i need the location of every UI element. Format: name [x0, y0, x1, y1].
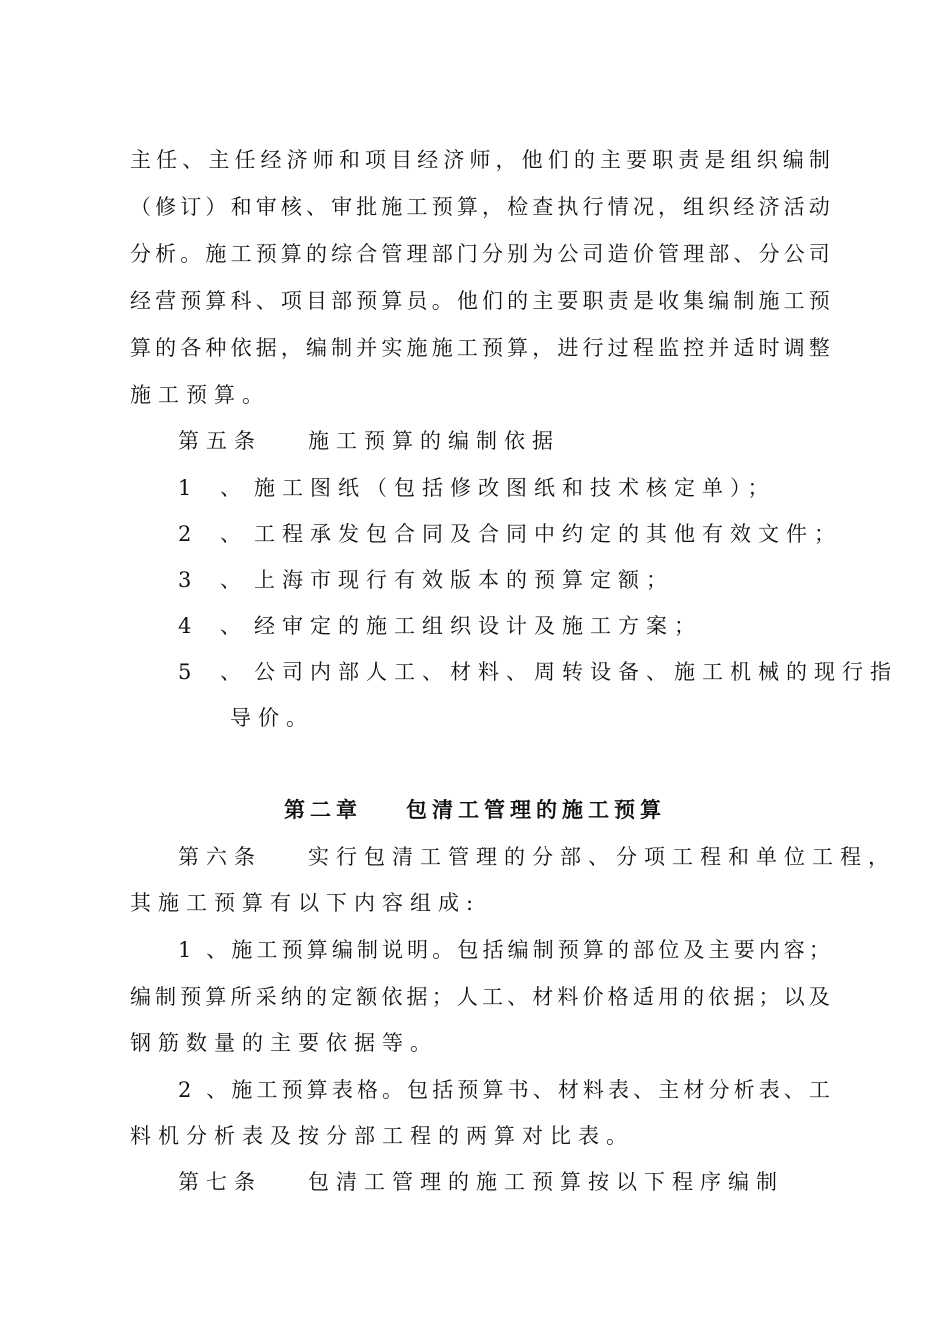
text-char: 情	[607, 195, 629, 219]
text-char: 是	[632, 289, 654, 313]
text-char: ；	[758, 985, 780, 1009]
text-char: 工	[481, 985, 503, 1009]
text-char: 公	[557, 242, 579, 266]
item-separator: 、	[220, 476, 248, 500]
list-item	[178, 519, 878, 549]
text-char: 定	[331, 985, 353, 1009]
text-char: 动	[808, 195, 830, 219]
text-char: 据	[733, 985, 755, 1009]
text-char: 工	[783, 289, 805, 313]
text-char: 责	[678, 148, 700, 172]
text-char: 综	[331, 242, 353, 266]
text-char: 经	[733, 195, 755, 219]
text-char: 济	[758, 195, 780, 219]
text-char: 工	[808, 1078, 830, 1102]
text-char: 编	[782, 148, 804, 172]
text-char: 过	[607, 336, 629, 360]
text-char: 、	[305, 195, 327, 219]
text-char: 经	[130, 289, 151, 313]
text-char: 的	[305, 242, 327, 266]
article-label: 第六条	[178, 845, 262, 869]
text-char: 预	[457, 1078, 479, 1102]
text-char: 内	[758, 938, 780, 962]
text-char: 们	[481, 289, 503, 313]
text-char: 算	[130, 336, 151, 360]
text-char: 造	[607, 242, 629, 266]
text-char: 分	[758, 242, 780, 266]
text-char: 据	[406, 985, 428, 1009]
text-char: 包	[457, 938, 479, 962]
paragraph-line	[130, 192, 830, 222]
text-char: 算	[306, 938, 328, 962]
text-char: 的	[608, 938, 630, 962]
text-char: 价	[632, 242, 654, 266]
text-char: 员	[406, 289, 428, 313]
text-char: 核	[280, 195, 302, 219]
text-char: 的	[305, 985, 327, 1009]
text-char: 控	[683, 336, 705, 360]
text-char: ，	[532, 336, 554, 360]
text-char: 制	[331, 336, 353, 360]
text-char	[195, 1075, 202, 1105]
text-char: 主	[708, 938, 730, 962]
text-char: 算	[582, 938, 604, 962]
text-char: 。	[432, 938, 454, 962]
text-char: 预	[281, 938, 303, 962]
text-char: 预	[356, 289, 378, 313]
text-char: 预	[180, 985, 202, 1009]
paragraph-line	[130, 286, 830, 316]
chapter-label: 第二章	[284, 797, 362, 822]
text-char: 收	[657, 289, 679, 313]
text-char: 料	[557, 985, 579, 1009]
text-char: 析	[733, 1078, 755, 1102]
text-char: 价	[582, 985, 604, 1009]
text-char: 表	[608, 1078, 630, 1102]
text-char: 理	[683, 242, 705, 266]
text-char: 织	[756, 148, 778, 172]
text-char: 项	[364, 148, 386, 172]
text-char: 2	[178, 1078, 192, 1102]
text-char: 为	[532, 242, 554, 266]
text-char: 工	[456, 336, 478, 360]
item-number: 2	[178, 522, 199, 546]
article-title: 包清工管理的施工预算按以下程序编制	[308, 1170, 784, 1194]
text-char: 实	[381, 336, 403, 360]
text-char: 算	[205, 289, 227, 313]
text-char: 的	[155, 336, 177, 360]
text-char: 组	[730, 148, 752, 172]
text-char: 以	[783, 985, 805, 1009]
item-number: 4	[178, 614, 199, 638]
text-char: 表	[331, 1078, 353, 1102]
chapter-heading	[0, 795, 950, 825]
text-char: 的	[683, 985, 705, 1009]
text-char: 织	[708, 195, 730, 219]
text-char: ，	[495, 148, 517, 172]
text-char: 料	[582, 1078, 604, 1102]
text-char: 部	[708, 242, 730, 266]
text-char: 组	[683, 195, 705, 219]
text-char: 、	[206, 938, 228, 962]
text-char: 工	[230, 242, 252, 266]
text-char: 施	[406, 336, 428, 360]
text-char: 职	[652, 148, 674, 172]
item-text: 工程承发包合同及合同中约定的其他有效文件；	[254, 522, 842, 546]
text-char: 科	[230, 289, 252, 313]
text-char: 括	[432, 1078, 454, 1102]
article-text: 实行包清工管理的分部、分项工程和单位工程，	[308, 845, 896, 869]
text-char: 审	[255, 195, 277, 219]
text-char: 材	[532, 985, 554, 1009]
text-char: 师	[312, 148, 334, 172]
article-heading	[178, 842, 896, 872]
text-char: 依	[381, 985, 403, 1009]
text-char: 预	[808, 289, 830, 313]
text-char: 格	[607, 985, 629, 1009]
text-char: 管	[381, 242, 403, 266]
text-char: 编	[305, 336, 327, 360]
article-title: 施工预算的编制依据	[308, 429, 560, 453]
article-label: 第七条	[178, 1170, 262, 1194]
text-char: 材	[683, 1078, 705, 1102]
text-char: 各	[180, 336, 202, 360]
text-char: 任	[156, 148, 178, 172]
text-char: 编	[708, 289, 730, 313]
text-char: 师	[469, 148, 491, 172]
text-char: 、	[532, 1078, 554, 1102]
text-char: 行	[582, 195, 604, 219]
text-char: 分	[130, 242, 151, 266]
text-char: 主	[658, 1078, 680, 1102]
text-char: 依	[230, 336, 252, 360]
text-char: 包	[407, 1078, 429, 1102]
text-char: 表	[758, 1078, 780, 1102]
text-char: 、	[733, 242, 755, 266]
text-char: 依	[708, 985, 730, 1009]
list-item	[178, 657, 898, 687]
text-char: ，	[481, 195, 503, 219]
paragraph-line: 施工预算。	[130, 383, 270, 407]
item-text: 施工图纸（包括修改图纸和技术核定单）；	[254, 476, 776, 500]
text-char: 及	[808, 985, 830, 1009]
text-char: 监	[657, 336, 679, 360]
text-char: 用	[657, 985, 679, 1009]
text-char: 目	[305, 289, 327, 313]
text-char: 检	[507, 195, 529, 219]
text-char: 预	[255, 242, 277, 266]
text-char: 编	[130, 985, 151, 1009]
text-char: 括	[482, 938, 504, 962]
text-char: 算	[381, 289, 403, 313]
text-char: 纳	[280, 985, 302, 1009]
text-char: 所	[230, 985, 252, 1009]
text-char: 司	[808, 242, 830, 266]
text-char: 预	[281, 1078, 303, 1102]
text-char: 部	[633, 938, 655, 962]
text-char: 额	[356, 985, 378, 1009]
text-char: 及	[683, 938, 705, 962]
paragraph-line	[178, 1075, 830, 1105]
text-char: 1	[178, 938, 192, 962]
text-char: 制	[808, 148, 830, 172]
chapter-title: 包清工管理的施工预算	[406, 797, 666, 822]
item-number: 5	[178, 660, 199, 684]
text-char: 主	[599, 148, 621, 172]
text-char: 工	[406, 195, 428, 219]
item-text: 上海市现行有效版本的预算定额；	[254, 568, 674, 592]
text-char: 别	[507, 242, 529, 266]
text-char: 算	[306, 1078, 328, 1102]
text-char: 说	[382, 938, 404, 962]
text-char: 们	[547, 148, 569, 172]
text-char: 要	[626, 148, 648, 172]
text-char: 批	[356, 195, 378, 219]
text-char: 是	[704, 148, 726, 172]
text-char: 采	[255, 985, 277, 1009]
text-char: 职	[582, 289, 604, 313]
text-char: 况	[632, 195, 654, 219]
list-item	[178, 473, 878, 503]
item-text: 经审定的施工组织设计及施工方案；	[254, 614, 702, 638]
text-char: 算	[482, 1078, 504, 1102]
text-char: 责	[607, 289, 629, 313]
text-char: 营	[155, 289, 177, 313]
text-char: ；	[808, 938, 830, 962]
text-char: 门	[456, 242, 478, 266]
text-char	[195, 935, 202, 965]
text-char: 执	[557, 195, 579, 219]
text-char: 他	[521, 148, 543, 172]
paragraph-line	[130, 145, 830, 175]
text-char: 据	[255, 336, 277, 360]
text-char: 和	[338, 148, 360, 172]
text-char: 工	[256, 938, 278, 962]
item-text: 公司内部人工、材料、周转设备、施工机械的现行指	[254, 660, 898, 684]
text-char: 主	[208, 148, 230, 172]
text-char: 施	[231, 1078, 253, 1102]
text-char: 编	[507, 938, 529, 962]
text-char: 和	[230, 195, 252, 219]
text-char: （	[130, 195, 151, 219]
text-char: 要	[733, 938, 755, 962]
text-char: 程	[632, 336, 654, 360]
text-char: 制	[532, 938, 554, 962]
text-char: 格	[356, 1078, 378, 1102]
text-char: 位	[658, 938, 680, 962]
text-char: 书	[507, 1078, 529, 1102]
text-char: 经	[417, 148, 439, 172]
text-char: 济	[286, 148, 308, 172]
text-char: 施	[231, 938, 253, 962]
text-char: 目	[391, 148, 413, 172]
text-char: 任	[234, 148, 256, 172]
text-char: 适	[632, 985, 654, 1009]
text-char: 理	[406, 242, 428, 266]
text-char: 的	[507, 289, 529, 313]
article-heading	[178, 1167, 878, 1197]
text-char: ；	[431, 985, 453, 1009]
text-char: 。	[431, 289, 453, 313]
text-char: 制	[733, 289, 755, 313]
text-char: 预	[180, 289, 202, 313]
item-number: 3	[178, 568, 199, 592]
text-char: 、	[783, 1078, 805, 1102]
text-char: 。	[180, 242, 202, 266]
text-char: 并	[356, 336, 378, 360]
text-char: ）	[205, 195, 227, 219]
text-char: 他	[456, 289, 478, 313]
text-char: 材	[557, 1078, 579, 1102]
text-char: 施	[381, 195, 403, 219]
text-char: 整	[808, 336, 830, 360]
paragraph-line: 钢筋数量的主要依据等。	[130, 1031, 438, 1055]
text-char: 预	[431, 195, 453, 219]
text-char: 合	[356, 242, 378, 266]
text-char: 适	[733, 336, 755, 360]
article-label: 第五条	[178, 429, 262, 453]
text-char: 制	[155, 985, 177, 1009]
paragraph-line	[130, 982, 830, 1012]
text-char: 修	[155, 195, 177, 219]
paragraph-line	[130, 333, 830, 363]
text-char: 算	[507, 336, 529, 360]
text-char: 集	[683, 289, 705, 313]
paragraph-line	[130, 239, 830, 269]
text-char: 司	[582, 242, 604, 266]
item-separator: 、	[220, 568, 248, 592]
item-separator: 、	[220, 522, 248, 546]
text-char: 要	[557, 289, 579, 313]
text-char: 、	[255, 289, 277, 313]
text-char: ，	[657, 195, 679, 219]
text-char: 调	[783, 336, 805, 360]
text-char: 算	[205, 985, 227, 1009]
text-char: 公	[783, 242, 805, 266]
text-char: 分	[481, 242, 503, 266]
text-char: 施	[758, 289, 780, 313]
text-char: 并	[708, 336, 730, 360]
article-heading	[178, 426, 878, 456]
text-char: 制	[356, 938, 378, 962]
text-char: 时	[758, 336, 780, 360]
paragraph-line	[178, 935, 830, 965]
paragraph-line: 其施工预算有以下内容组成:	[130, 891, 481, 915]
text-char: 析	[155, 242, 177, 266]
text-char: 编	[331, 938, 353, 962]
text-char: 算	[456, 195, 478, 219]
paragraph-line: 料机分析表及按分部工程的两算对比表。	[130, 1124, 634, 1148]
list-item-continuation: 导价。	[230, 706, 314, 730]
text-char: 明	[407, 938, 429, 962]
text-char: 人	[456, 985, 478, 1009]
text-char: 。	[382, 1078, 404, 1102]
text-char: 项	[280, 289, 302, 313]
text-char: 主	[130, 148, 151, 172]
text-char: 、	[507, 985, 529, 1009]
text-char: ，	[280, 336, 302, 360]
text-char: 活	[783, 195, 805, 219]
text-char: 主	[532, 289, 554, 313]
text-char: 管	[657, 242, 679, 266]
text-char: 种	[205, 336, 227, 360]
text-char: 、	[633, 1078, 655, 1102]
list-item	[178, 565, 878, 595]
text-char: 、	[182, 148, 204, 172]
text-char: 审	[331, 195, 353, 219]
text-char: 、	[206, 1078, 228, 1102]
text-char: 分	[708, 1078, 730, 1102]
text-char: 算	[280, 242, 302, 266]
text-char: 经	[260, 148, 282, 172]
list-item	[178, 611, 878, 641]
text-char: 订	[180, 195, 202, 219]
text-char: 施	[431, 336, 453, 360]
item-separator: 、	[220, 614, 248, 638]
text-char: 预	[557, 938, 579, 962]
item-separator: 、	[220, 660, 248, 684]
text-char: 查	[532, 195, 554, 219]
text-char: 的	[573, 148, 595, 172]
text-char: 部	[331, 289, 353, 313]
text-char: 容	[783, 938, 805, 962]
text-char: 进	[557, 336, 579, 360]
text-char: 行	[582, 336, 604, 360]
text-char: 部	[431, 242, 453, 266]
text-char: 工	[256, 1078, 278, 1102]
item-number: 1	[178, 476, 199, 500]
text-char: 济	[443, 148, 465, 172]
text-char: 预	[481, 336, 503, 360]
text-char: 施	[205, 242, 227, 266]
